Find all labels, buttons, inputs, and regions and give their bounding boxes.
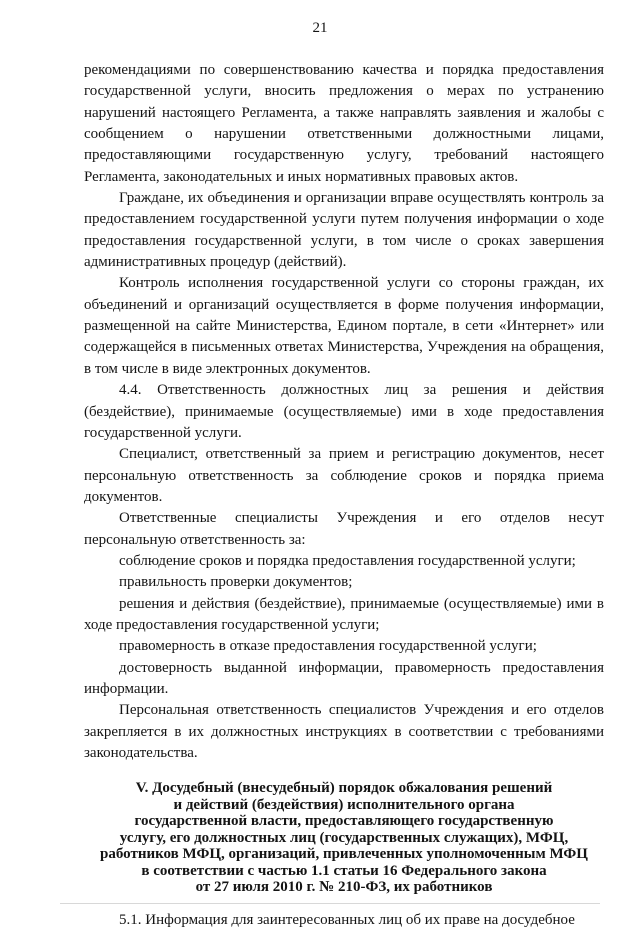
scan-edge-line <box>60 903 600 904</box>
heading-line: в соответствии с частью 1.1 статьи 16 Федерального закона <box>141 862 547 879</box>
list-item: правомерность в отказе предоставления государственной услуги; <box>119 638 537 655</box>
list-item: достоверность выданной информации, правомерность предоставления информации. <box>84 659 604 697</box>
paragraph: 5.1. Информация для заинтересованных лиц об их праве на досудебное <box>119 911 575 928</box>
paragraph: Контроль исполнения государственной услуги со стороны граждан, их объединений и организаций осуществляется в форме получения информации, размещенной на сайте Министерства, Едином портале, в сети «Интернет» или содержащейся в письменных ответах Министерства, Учреждения на обращения, в том числе в виде электронных документов. <box>84 275 604 377</box>
heading-line: услугу, его должностных лиц (государственных служащих), МФЦ, <box>119 829 569 846</box>
page-number: 21 <box>312 20 328 36</box>
heading-line: государственной власти, предоставляющего государственную <box>134 813 554 830</box>
list-item: соблюдение сроков и порядка предоставления государственной услуги; <box>119 552 576 569</box>
paragraph: 4.4. Ответственность должностных лиц за решения и действия (бездействие), принимаемые (осуществляемые) ими в ходе предоставления государственной услуги. <box>84 382 604 441</box>
paragraph: Граждане, их объединения и организации вправе осуществлять контроль за предоставлением государственной услуги путем получения информации о ходе предоставления государственной услуги, в том числе о сроках завершения административных процедур (действий). <box>84 190 604 271</box>
section-heading <box>88 780 600 896</box>
paragraph: рекомендациями по совершенствованию качества и порядка предоставления государственной услуги, вносить предложения о мерах по устранению нарушений настоящего Регламента, а также направлять заявления и жалобы с сообщением о нарушении ответственными должностными лицами, предоставляющими государственную услугу, требований настоящего Регламента, законодательных и иных нормативных правовых актов. <box>84 62 604 185</box>
heading-line: работников МФЦ, организаций, привлеченных уполномоченным МФЦ <box>100 846 588 863</box>
list-item: правильность проверки документов; <box>119 574 353 591</box>
paragraph: Персональная ответственность специалистов Учреждения и его отделов закрепляется в их должностных инструкциях в соответствии с требованиями законодательства. <box>84 702 604 761</box>
heading-line: и действий (бездействия) исполнительного органа <box>173 796 515 813</box>
heading-line: от 27 июля 2010 г. № 210-ФЗ, их работников <box>195 879 493 896</box>
document-body <box>84 60 604 931</box>
paragraph: Ответственные специалисты Учреждения и его отделов несут персональную ответственность за: <box>84 510 604 548</box>
heading-line: V. Досудебный (внесудебный) порядок обжалования решений <box>135 780 553 797</box>
paragraph: Специалист, ответственный за прием и регистрацию документов, несет персональную ответственность за соблюдение сроков и порядка приема документов. <box>84 446 604 505</box>
list-item: решения и действия (бездействие), принимаемые (осуществляемые) ими в ходе предоставления государственной услуги; <box>84 595 604 633</box>
